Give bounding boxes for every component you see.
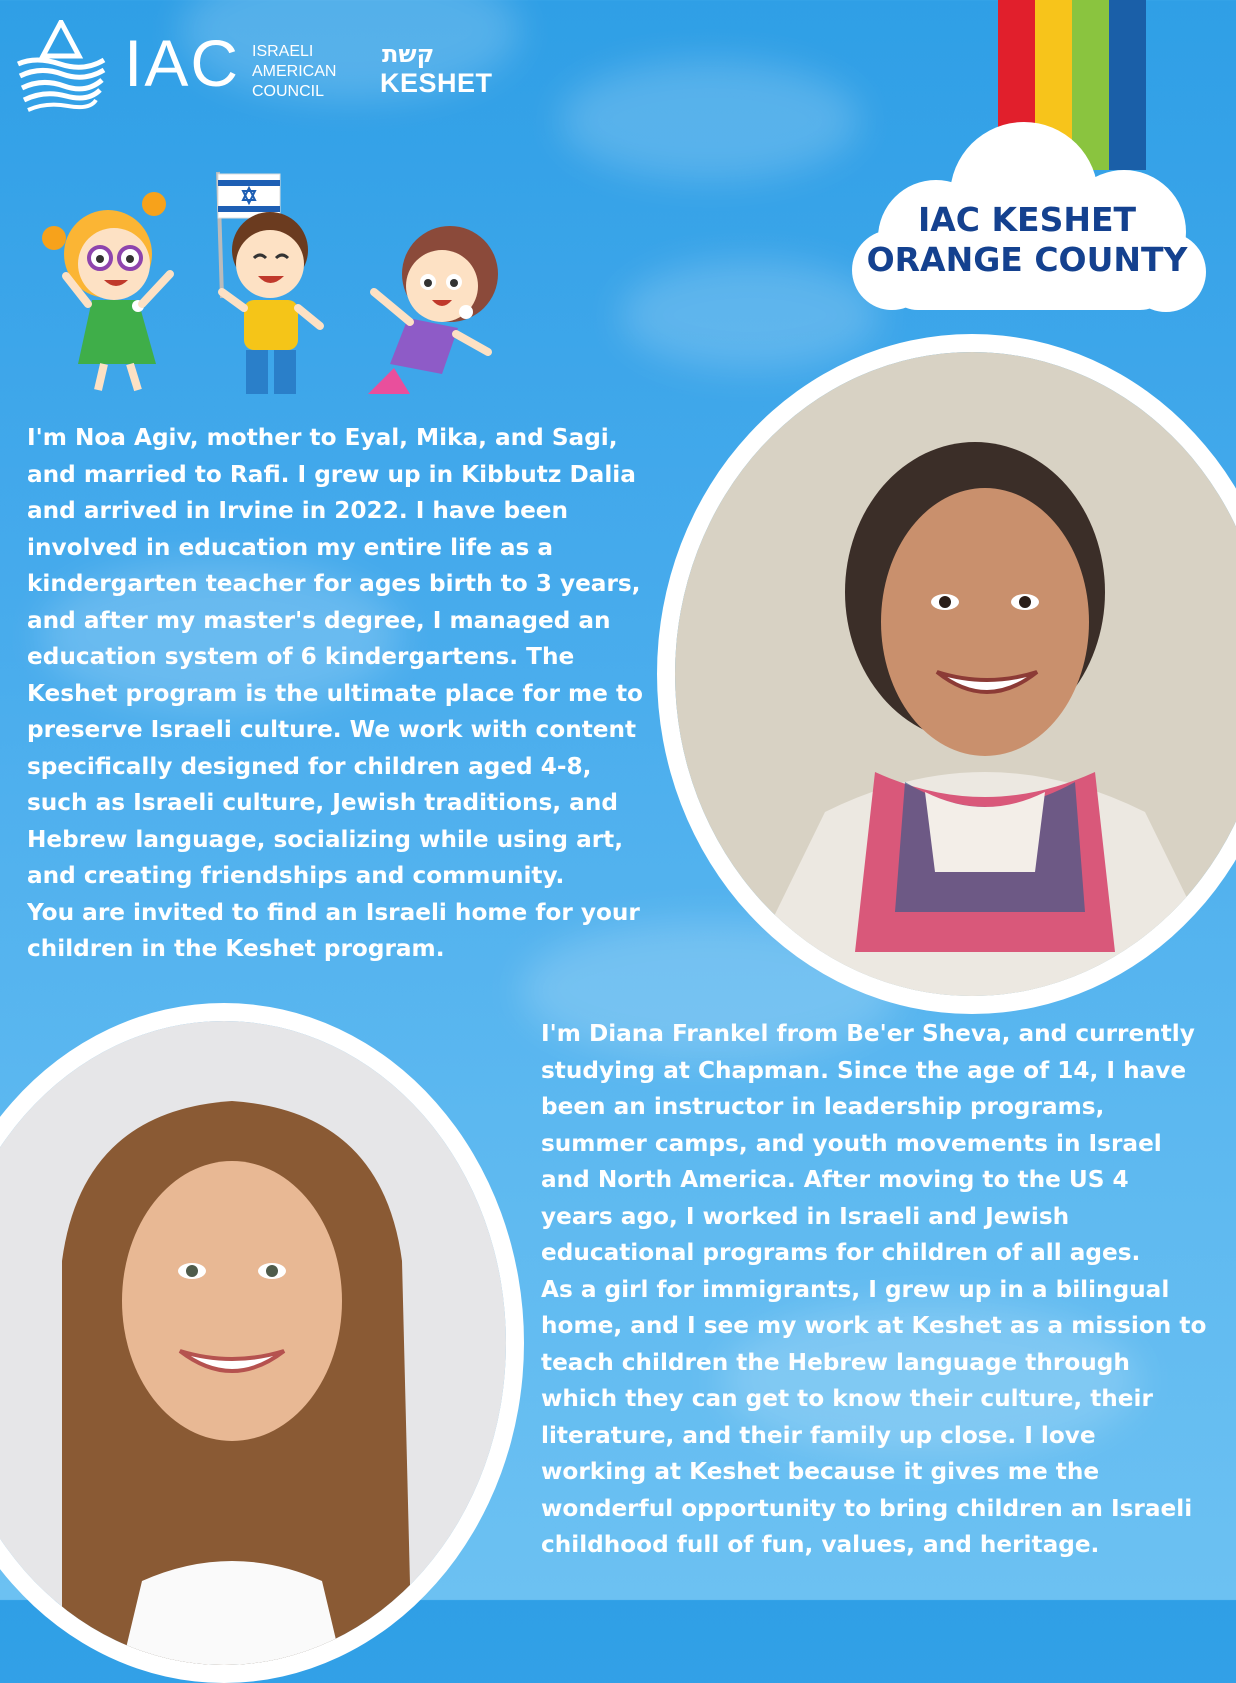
portrait-woman-scarf: [675, 352, 1236, 996]
bio-line: I'm Noa Agiv, mother to Eyal, Mika, and Sagi,: [27, 424, 618, 451]
org-name-line: AMERICAN: [252, 63, 337, 80]
bio-line: home, and I see my work at Keshet as a mission to: [541, 1312, 1207, 1339]
org-initials: IAC: [124, 26, 241, 100]
bio-line: Hebrew language, socializing while using art,: [27, 825, 624, 853]
bio-line: literature, and their family up close. I love: [541, 1421, 1096, 1449]
cartoon-girl-jumping: [368, 226, 498, 394]
bio-line: childhood full of fun, values, and heritage.: [541, 1531, 1100, 1558]
bio-line: such as Israeli culture, Jewish traditions, and: [27, 789, 618, 816]
bio-line: years ago, I worked in Israeli and Jewish: [541, 1202, 1070, 1230]
bio-line: specifically designed for children aged 4-8,: [27, 752, 592, 780]
program-name: KESHET: [380, 68, 493, 98]
bio-line: teach children the Hebrew language through: [541, 1348, 1130, 1376]
cartoon-boy-flag: [218, 172, 320, 394]
star-of-david-wave-icon: [16, 20, 106, 112]
bio-line: been an instructor in leadership programs,: [541, 1093, 1105, 1120]
bio-line: kindergarten teacher for ages birth to 3 years,: [27, 570, 641, 597]
bio-line: You are invited to find an Israeli home for your: [27, 898, 640, 926]
diana-photo: [0, 1003, 524, 1683]
diana-bio: [541, 1016, 1211, 1564]
background-cloud: [560, 60, 860, 180]
org-name: [252, 42, 336, 102]
bio-line: Keshet program is the ultimate place for me to: [27, 679, 643, 707]
bio-line: summer camps, and youth movements in Israel: [541, 1129, 1162, 1157]
bio-line: and married to Rafi. I grew up in Kibbutz Dalia: [27, 460, 636, 488]
bio-line: working at Keshet because it gives me the: [541, 1458, 1100, 1485]
bio-line: preserve Israeli culture. We work with content: [27, 716, 637, 743]
noa-bio: [27, 420, 647, 968]
bio-line: studying at Chapman. Since the age of 14, I have: [541, 1056, 1187, 1084]
bio-line: and arrived in Irvine in 2022. I have been: [27, 497, 569, 524]
badge-line: IAC KESHET: [917, 200, 1137, 239]
background-cloud: [620, 260, 880, 370]
badge-title: [844, 200, 1210, 280]
badge-line: ORANGE COUNTY: [866, 240, 1188, 279]
bio-line: educational programs for children of all ages.: [541, 1239, 1141, 1266]
bio-line: and after my master's degree, I managed an: [27, 606, 611, 634]
bio-line: and creating friendships and community.: [27, 862, 565, 889]
program-hebrew-name: קשת: [382, 40, 435, 68]
noa-photo: [657, 334, 1236, 1014]
bio-line: As a girl for immigrants, I grew up in a bilingual: [541, 1275, 1170, 1303]
portrait-woman-long-hair: [0, 1021, 506, 1665]
cartoon-girl-glasses: [42, 192, 170, 390]
bio-line: education system of 6 kindergartens. The: [27, 643, 575, 670]
bio-line: wonderful opportunity to bring children an Israeli: [541, 1494, 1193, 1522]
bio-line: involved in education my entire life as a: [27, 533, 554, 561]
org-name-line: COUNCIL: [252, 83, 325, 100]
bio-line: and North America. After moving to the US 4: [541, 1166, 1129, 1193]
bio-line: children in the Keshet program.: [27, 935, 445, 962]
org-name-line: ISRAELI: [252, 43, 314, 60]
cartoon-kids-illustration: [38, 168, 506, 408]
bio-line: which they can get to know their culture, their: [541, 1385, 1153, 1412]
bio-line: I'm Diana Frankel from Be'er Sheva, and currently: [541, 1020, 1195, 1047]
